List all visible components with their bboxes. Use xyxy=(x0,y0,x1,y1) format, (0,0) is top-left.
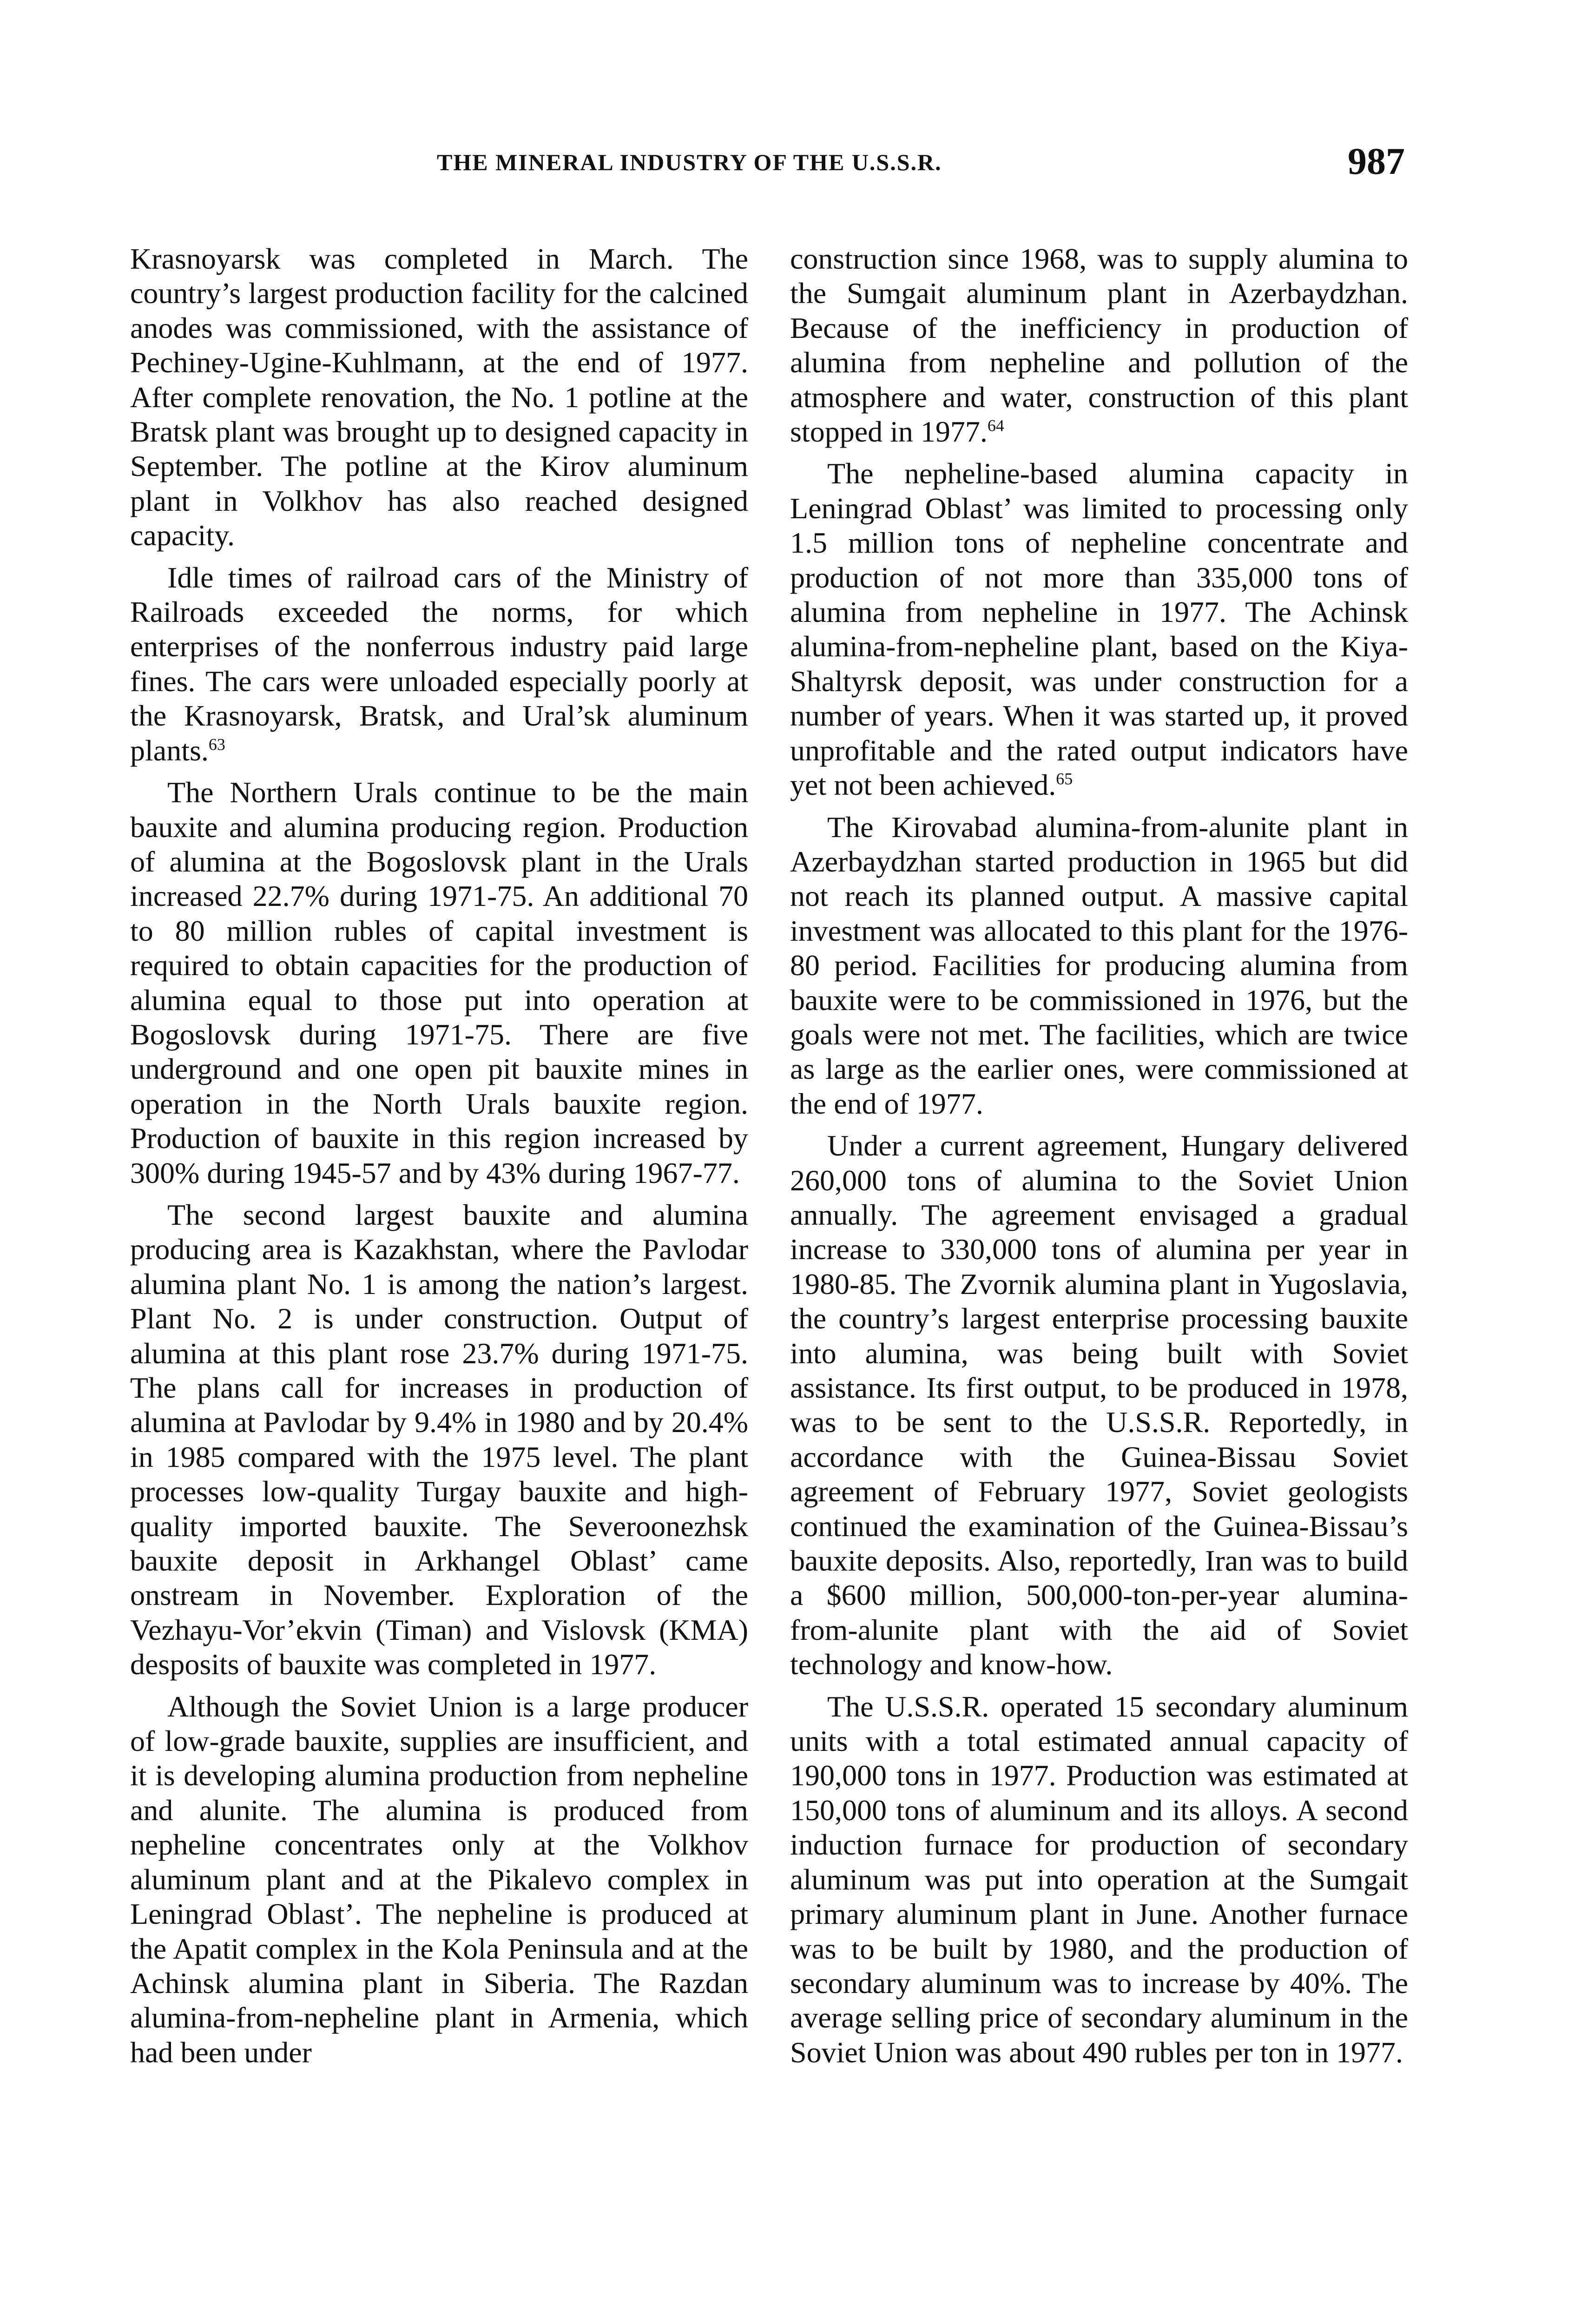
paragraph: The Kirovabad alumina-from-alunite plant in Azerbaydzhan started production in 1965 but did not reach its planned output. A massive capital investment was allocated to this plant for the 1976-80 period. Facilities for producing alumina from bauxite were to be commissioned in 1976, but the goals were not met. The facilities, which are twice as large as the earlier ones, were commissioned at the end of 1977. xyxy=(790,810,1408,1120)
footnote-ref: 63 xyxy=(208,735,225,754)
footnote-ref: 65 xyxy=(1056,769,1073,788)
paragraph: The nepheline-based alumina capacity in Leningrad Oblast’ was limited to processing only 1.5 million tons of nepheline concentrate and production of not more than 335,000 tons of alumina from nepheline in 1977. The Achinsk alumina-from-nepheline plant, based on the Kiya-Shaltyrsk deposit, was under construction for a number of years. When it was started up, it proved unprofitable and the rated output indicators have yet not been achieved.$^{65}$ xyxy=(790,457,1408,802)
paragraph: The Northern Urals continue to be the main bauxite and alumina producing region. Production of alumina at the Bogoslovsk plant in the Urals increased 22.7% during 1971-75. An additional 70 to 80 million rubles of capital investment is required to obtain capacities for the production of alumina equal to those put into operation at Bogoslovsk during 1971-75. There are five underground and one open pit bauxite mines in operation in the North Urals bauxite region. Production of bauxite in this region increased by 300% during 1945-57 and by 43% during 1967-77. xyxy=(130,776,748,1189)
running-head: THE MINERAL INDUSTRY OF THE U.S.S.R. xyxy=(437,149,942,175)
paragraph: The U.S.S.R. operated 15 secondary aluminum units with a total estimated annual capacity of 190,000 tons in 1977. Production was estimated at 150,000 tons of aluminum and its alloys. A second induction furnace for production of secondary aluminum was put into operation at the Sumgait primary aluminum plant in June. Another furnace was to be built by 1980, and the production of secondary aluminum was to increase by 40%. The average selling price of secondary aluminum in the Soviet Union was about 490 rubles per ton in 1977. xyxy=(790,1690,1408,2069)
paragraph: The second largest bauxite and alumina producing area is Kazakhstan, where the Pavlodar alumina plant No. 1 is among the nation’s largest. Plant No. 2 is under construction. Output of alumina at this plant rose 23.7% during 1971-75. The plans call for increases in production of alumina at Pavlodar by 9.4% in 1980 and by 20.4% in 1985 compared with the 1975 level. The plant processes low-quality Turgay bauxite and high-quality imported bauxite. The Severoonezhsk bauxite deposit in Arkhangel Oblast’ came onstream in November. Exploration of the Vezhayu-Vor’ekvin (Timan) and Vislovsk (KMA) desposits of bauxite was completed in 1977. xyxy=(130,1198,748,1681)
page-number: 987 xyxy=(1348,140,1405,182)
paragraph: Under a current agreement, Hungary delivered 260,000 tons of alumina to the Soviet Union annually. The agreement envisaged a gradual increase to 330,000 tons of alumina per year in 1980-85. The Zvornik alumina plant in Yugoslavia, the country’s largest enterprise processing bauxite into alumina, was being built with Soviet assistance. Its first output, to be produced in 1978, was to be sent to the U.S.S.R. Reportedly, in accordance with the Guinea-Bissau Soviet agreement of February 1977, Soviet geologists continued the examination of the Guinea-Bissau’s bauxite deposits. Also, reportedly, Iran was to build a $600 million, 500,000-ton-per-year alumina-from-alunite plant with the aid of Soviet technology and know-how. xyxy=(790,1129,1408,1681)
paragraph: Although the Soviet Union is a large producer of low-grade bauxite, supplies are insufficient, and it is developing alumina production from nepheline and alunite. The alumina is produced from nepheline concentrates only at the Volkhov aluminum plant and at the Pikalevo complex in Leningrad Oblast’. The nepheline is produced at the Apatit complex in the Kola Peninsula and at the Achinsk alumina plant in Siberia. The Razdan alumina-from-nepheline plant in Armenia, which had been under xyxy=(130,1690,748,2069)
right-column xyxy=(790,242,1408,2077)
paragraph: construction since 1968, was to supply alumina to the Sumgait aluminum plant in Azerbaydzhan. Because of the inefficiency in production of alumina from nepheline and pollution of the atmosphere and water, construction of this plant stopped in 1977.64 xyxy=(790,242,1408,449)
footnote-ref: 64 xyxy=(987,416,1004,435)
left-column xyxy=(130,242,748,2077)
paragraph: Idle times of railroad cars of the Ministry of Railroads exceeded the norms, for which enterprises of the nonferrous industry paid large fines. The cars were unloaded especially poorly at the Krasnoyarsk, Bratsk, and Ural’sk aluminum plants.$^{63}$ xyxy=(130,561,748,767)
paragraph: Krasnoyarsk was completed in March. The country’s largest production facility for the calcined anodes was commissioned, with the assistance of Pechiney-Ugine-Kuhlmann, at the end of 1977. After complete renovation, the No. 1 potline at the Bratsk plant was brought up to designed capacity in September. The potline at the Kirov aluminum plant in Volkhov has also reached designed capacity. xyxy=(130,242,748,552)
